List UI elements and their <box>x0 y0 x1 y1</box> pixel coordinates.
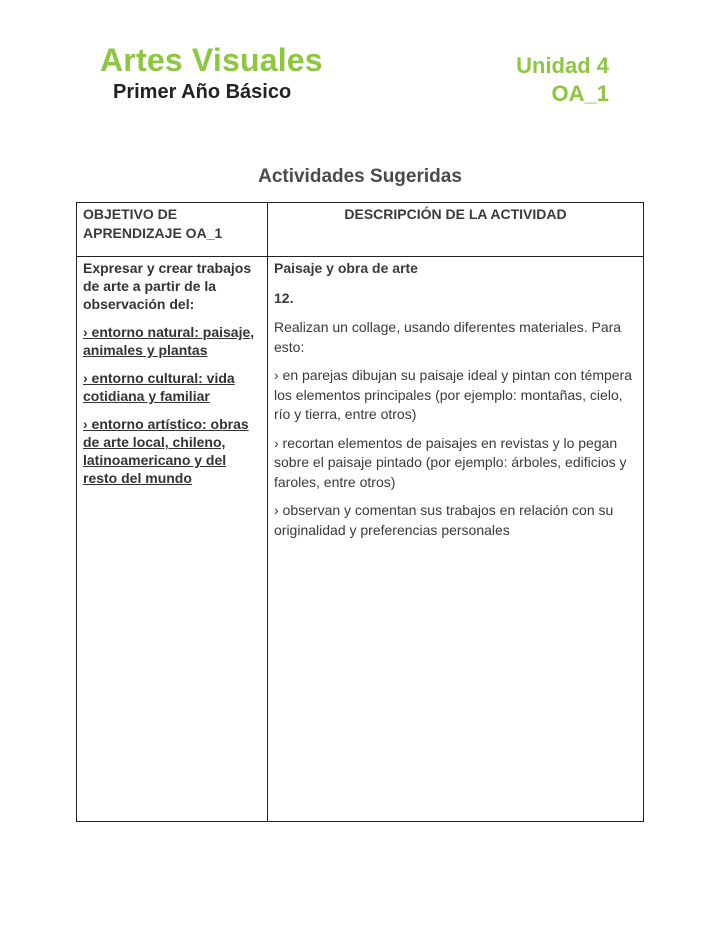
objective-header: OBJETIVO DE APRENDIZAJE OA_1 <box>77 203 268 257</box>
activity-number: 12. <box>274 289 294 306</box>
environment-cultural: › entorno cultural: vida cotidiana y familiar <box>83 370 235 404</box>
objective-cell <box>77 257 268 822</box>
table-header-row <box>77 203 644 257</box>
objective-code: OA_1 <box>551 81 609 106</box>
environment-artistic: › entorno artístico: obras de arte local, chileno, latinoamericano y del resto del mundo <box>83 416 249 486</box>
table-body-row <box>77 257 644 822</box>
description-header: DESCRIPCIÓN DE LA ACTIVIDAD <box>268 203 644 257</box>
description-cell <box>268 257 644 822</box>
activities-table <box>76 202 644 822</box>
activity-step: › observan y comentan sus trabajos en relación con su originalidad y preferencias personales <box>274 502 614 538</box>
activity-title: Paisaje y obra de arte <box>274 260 418 276</box>
grade-level: Primer Año Básico <box>113 81 292 103</box>
activity-step: › en parejas dibujan su paisaje ideal y pintan con témpera los elementos principales (por ejemplo: montañas, cielo, río y tierra, entre otros) <box>274 367 633 422</box>
activity-intro: Realizan un collage, usando diferentes materiales. Para esto: <box>274 319 622 355</box>
unit-label: Unidad 4 <box>516 53 609 78</box>
section-title: Actividades Sugeridas <box>258 166 462 187</box>
environment-natural: › entorno natural: paisaje, animales y plantas <box>83 324 255 358</box>
objective-text: Expresar y crear trabajos de arte a partir de la observación del: <box>83 260 252 312</box>
activity-step: › recortan elementos de paisajes en revistas y lo pegan sobre el paisaje pintado (por ejemplo: árboles, edificios y faroles, entre otros) <box>274 434 627 490</box>
subject-title: Artes Visuales <box>100 42 323 78</box>
